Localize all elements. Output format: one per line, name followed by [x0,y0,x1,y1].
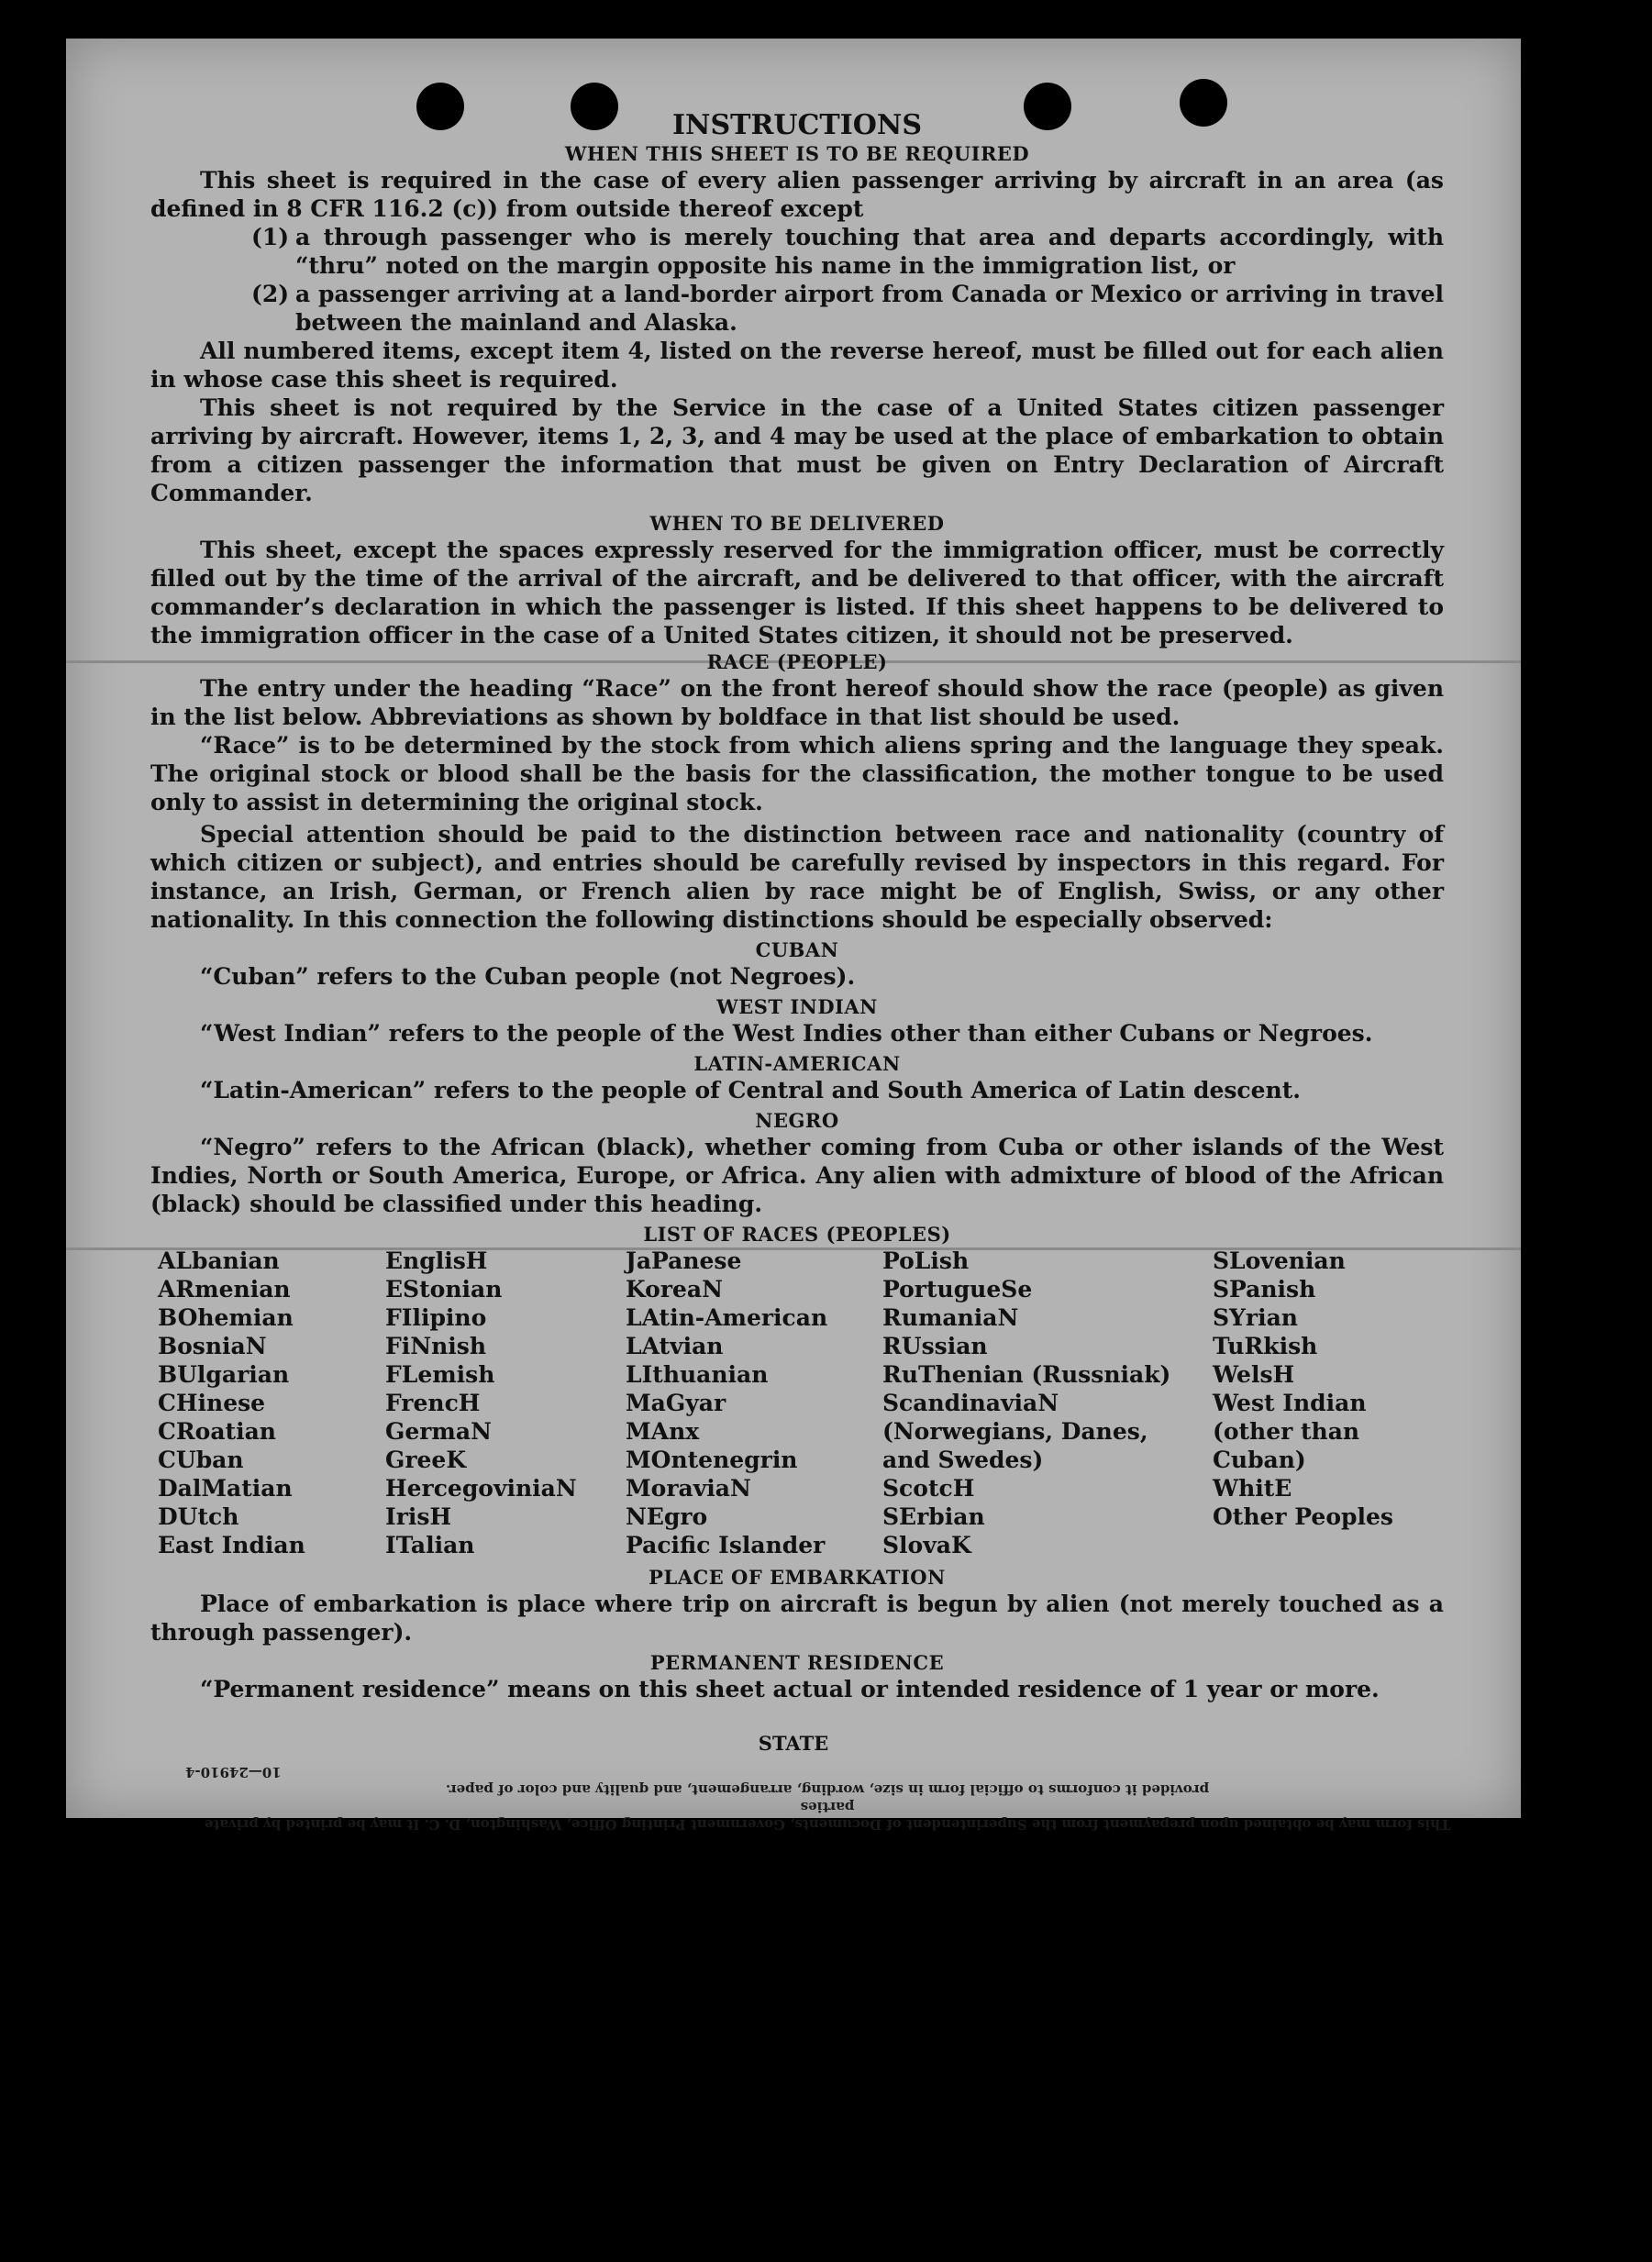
race-entry: RumaniaN [882,1304,1019,1331]
instructions-body [150,110,1444,1703]
heading-when-required: WHEN THIS SHEET IS TO BE REQUIRED [564,142,1030,165]
page-title: INSTRUCTIONS [672,109,922,141]
race-entry: ARmenian [158,1276,291,1303]
exception-text: a passenger arriving at a land-border airport from Canada or Mexico or arriving in travel between the mainland and Alaska. [295,281,1444,336]
race-entry: BosniaN [158,1333,267,1359]
race-entry: ITalian [385,1532,475,1558]
race-entry: CUban [158,1447,244,1473]
printing-notice-line: This form may be obtained upon prepayment from the Superintendent of Documents, Government Printing Office, Washington, D. C. It may be printed by private parties [204,1799,1451,1833]
race-entry: FrencH [385,1390,481,1416]
race-entry: Pacific Islander [626,1532,826,1558]
race-paragraph-1: The entry under the heading “Race” on the front hereof should show the race (people) as given in the list below. Abbreviations as shown by boldface in that list should be used. [150,675,1444,730]
residence-text: “Permanent residence” means on this sheet actual or intended residence of 1 year or more. [200,1676,1380,1702]
heading-embarkation: PLACE OF EMBARKATION [649,1566,946,1589]
race-entry: SlovaK [882,1532,971,1558]
heading-west-indian: WEST INDIAN [716,995,878,1018]
races-column [158,1247,385,1559]
race-entry: JaPanese [626,1247,742,1274]
race-entry: GermaN [385,1418,492,1445]
race-entry: RUssian [882,1333,988,1359]
exception-number: (2) [251,281,290,307]
exception-item [251,223,1444,280]
race-paragraph-3: Special attention should be paid to the distinction between race and nationality (country of which citizen or subject), and entries should be carefully revised by inspectors in this regard. For instance, an Irish, German, or French alien by race might be of English, Swiss, or any other nationality. In this connection the following distinctions should be especially observed: [150,821,1444,933]
race-entry: FIlipino [385,1304,487,1331]
race-entry: FiNnish [385,1333,487,1359]
race-entry: PortugueSe [882,1276,1033,1303]
race-entry: SErbian [882,1503,985,1530]
race-entry: ALbanian [158,1247,280,1274]
race-entry: BUlgarian [158,1361,290,1388]
race-entry: EnglisH [385,1247,488,1274]
races-list [158,1247,1444,1559]
heading-permanent-residence: PERMANENT RESIDENCE [649,1651,945,1674]
printing-notice-line: provided it conforms to official form in size, wording, arrangement, and quality and color of paper. [445,1781,1210,1798]
race-entry: PoLish [882,1247,970,1274]
exception-item [251,280,1444,337]
race-entry: GreeK [385,1447,467,1473]
races-column [1213,1247,1451,1559]
race-entry: EStonian [385,1276,503,1303]
heading-latin-american: LATIN-AMERICAN [693,1052,901,1075]
races-column [626,1247,882,1559]
race-entry: SLovenian [1213,1247,1346,1274]
form-code: 10—24910-4 [185,1764,282,1780]
race-entry: West Indian (other than Cuban) [1213,1390,1367,1473]
heading-cuban: CUBAN [755,938,839,961]
race-entry: MAnx [626,1418,700,1445]
race-entry: HercegoviniaN [385,1475,577,1502]
race-entry: Other Peoples [1213,1503,1393,1530]
required-intro: This sheet is required in the case of every alien passenger arriving by aircraft in an area (as defined in 8 CFR 116.2 (c)) from outside thereof except [150,167,1444,222]
races-column [882,1247,1213,1559]
race-entry: East Indian [158,1532,305,1558]
race-entry: CHinese [158,1390,266,1416]
form-sheet [66,39,1521,1833]
printing-notice [185,1763,1469,1833]
race-entry: SYrian [1213,1304,1298,1331]
race-entry: IrisH [385,1503,452,1530]
race-entry: SPanish [1213,1276,1316,1303]
race-entry: ScandinaviaN (Norwegians, Danes, and Swedes) [882,1390,1148,1473]
heading-negro: NEGRO [755,1109,839,1132]
race-entry: LIthuanian [626,1361,769,1388]
negro-text: “Negro” refers to the African (black), whether coming from Cuba or other islands of the West Indies, North or South America, Europe, or Africa. Any alien with admixture of blood of the African (black) should be classified under this heading. [150,1134,1444,1217]
race-entry: LAtvian [626,1333,724,1359]
citizen-paragraph: This sheet is not required by the Service in the case of a United States citizen passenger arriving by aircraft. However, items 1, 2, 3, and 4 may be used at the place of embarkation to obtain from a citizen passenger the information that must be given on Entry Declaration of Aircraft Commander. [150,394,1444,506]
races-column [385,1247,626,1559]
race-entry: RuThenian (Russniak) [882,1361,1171,1388]
embarkation-text: Place of embarkation is place where trip on aircraft is begun by alien (not merely touched as a through passenger). [150,1591,1444,1646]
race-paragraph-2: “Race” is to be determined by the stock from which aliens spring and the language they speak. The original stock or blood shall be the basis for the classification, the mother tongue to be used only to assist in determining the original stock. [150,732,1444,815]
race-entry: NEgro [626,1503,708,1530]
heading-when-delivered: WHEN TO BE DELIVERED [649,512,945,535]
race-entry: BOhemian [158,1304,294,1331]
heading-race: RACE (PEOPLE) [706,650,888,673]
race-entry: LAtin-American [626,1304,828,1331]
race-entry: WhitE [1213,1475,1292,1502]
cuban-text: “Cuban” refers to the Cuban people (not Negroes). [200,963,856,990]
race-entry: CRoatian [158,1418,276,1445]
race-entry: MaGyar [626,1390,726,1416]
race-entry: DalMatian [158,1475,293,1502]
race-entry: ScotcH [882,1475,975,1502]
race-entry: KoreaN [626,1276,723,1303]
latin-american-text: “Latin-American” refers to the people of Central and South America of Latin descent. [200,1077,1301,1103]
race-entry: TuRkish [1213,1333,1318,1359]
race-entry: DUtch [158,1503,239,1530]
race-entry: MOntenegrin [626,1447,798,1473]
delivered-paragraph: This sheet, except the spaces expressly reserved for the immigration officer, must be correctly filled out by the time of the arrival of the aircraft, and be delivered to that officer, with the aircraft commander’s declaration in which the passenger is listed. If this sheet happens to be delivered to the immigration officer in the case of a United States citizen, it should not be preserved. [150,537,1444,649]
exception-number: (1) [251,224,290,250]
race-entry: MoraviaN [626,1475,751,1502]
heading-state: STATE [758,1732,829,1755]
race-entry: WelsH [1213,1361,1295,1388]
race-entry: FLemish [385,1361,495,1388]
west-indian-text: “West Indian” refers to the people of the West Indies other than either Cubans or Negroes. [200,1020,1373,1047]
heading-list-of-races: LIST OF RACES (PEOPLES) [643,1223,951,1246]
numbered-items-paragraph: All numbered items, except item 4, listed on the reverse hereof, must be filled out for each alien in whose case this sheet is required. [150,338,1444,393]
exception-text: a through passenger who is merely touching that area and departs accordingly, with “thru” noted on the margin opposite his name in the immigration list, or [295,224,1444,279]
